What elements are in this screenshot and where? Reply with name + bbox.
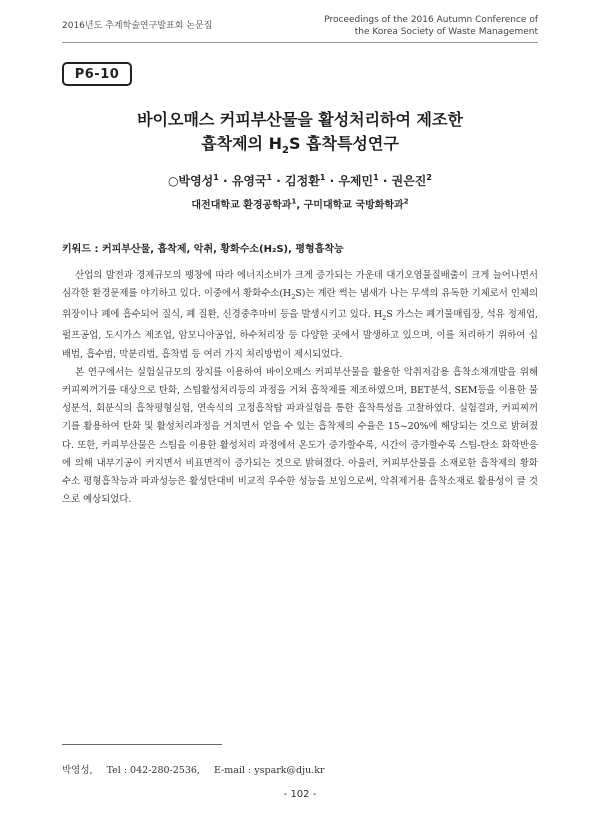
- footnote-email: E-mail : yspark@dju.kr: [213, 765, 325, 776]
- page-number: - 102 -: [283, 789, 317, 800]
- header-right-line1: Proceedings of the 2016 Autumn Conference of: [324, 15, 538, 25]
- author: 우제민$^1$: [338, 173, 379, 188]
- running-header-left: 2016년도 추계학술연구발표회 논문집: [62, 21, 213, 31]
- author: 권은진$^2$: [391, 173, 432, 188]
- paper-title: [62, 108, 538, 163]
- author-list: ○박영성$^1$ · 유영국$^1$ · 김정환$^1$ · 우제민$^1$ · 권은진$^2$: [168, 173, 432, 188]
- abstract-paragraph-2: 본 연구에서는 실험실규모의 장치를 이용하여 바이오매스 커피부산물을 활용한 악취저감용 흡착소재개발을 위해 커피찌꺼기를 대상으로 탄화, 스팀활성처리등의 과정을 거쳐 흡착제를 제조하였으며, BET분석, SEM등을 이용한 물성분석, 회분식의 흡착평형실험, 연속식의 고정흡착탑 파과실험을 통한 흡착특성을 고찰하였다. 실험결과, 커피찌꺼기를 활용하여 탄화 및 활성처리과정을 거치면서 얻을 수 있는 흡착제의 수율은 15~20%에 해당되는 것으로 밝혀졌다. 또한, 커피부산물은 스팀을 이용한 활성처리 과정에서 온도가 증가할수록, 시간이 증가할수록 스팀-탄소 화학반응에 의해 내부기공이 커지면서 비표면적이 증가되는 것으로 밝혀졌다. 아울러, 커피부산물을 소재로한 흡착제의 황화수소 평형흡착능과 파과성능은 활성탄대비 비교적 우수한 성능을 보임으로써, 악취제거용 흡착소재로 활용성이 클 것으로 예상되었다.: [62, 366, 538, 506]
- running-header-right: [324, 14, 538, 38]
- affiliations: 대전대학교 환경공학과$^1$, 구미대학교 국방화학과$^2$: [191, 197, 409, 211]
- abstract-paragraph-1: 산업의 발전과 경제규모의 팽창에 따라 에너지소비가 크게 증가되는 가운데 대기오염물질배출이 크게 늘어나면서 심각한 환경문제를 야기하고 있다. 이중에서 황화수소$(H_2S)$는 계란 썩는 냄새가 나는 무색의 유독한 기체로서 인체의 위장이나 폐에 흡수되어 질식, 폐 질환, 신경중추마비 등을 발생시키고 있다. $H_2S$ 가스는 폐기물매립장, 석유 정제업, 펄프공업, 도시가스 제조업, 암모니아공업, 하수처리장 등 다양한 곳에서 발생하고 있으며, 이를 처리하기 위하여 십배법, 흡수법, 막분리법, 흡착법 등 여러 가지 처리방법이 제시되었다.: [62, 270, 539, 360]
- abstract-body: [62, 267, 538, 509]
- author: 유영국$^1$: [231, 173, 273, 188]
- header-right-line2: the Korea Society of Waste Management: [354, 27, 538, 37]
- paper-id-badge: P6-10: [62, 62, 132, 86]
- footnote-tel: Tel : 042-280-2536,: [106, 765, 200, 776]
- footnote-rule: [62, 744, 222, 745]
- footnote-name: 박영성,: [62, 765, 93, 776]
- author: 김정환$^1$: [285, 173, 326, 188]
- author: ○박영성$^1$: [168, 173, 219, 188]
- header-rule: [62, 42, 538, 43]
- title-line1: 바이오매스 커피부산물을 활성처리하여 제조한: [137, 110, 463, 129]
- corresponding-author-footnote: [62, 762, 339, 776]
- keywords: 키워드 : 커피부산물, 흡착제, 악취, 황화수소(H₂S), 평형흡착능: [62, 244, 344, 255]
- title-line2: 흡착제의 $H_2S$ 흡착특성연구: [201, 134, 399, 157]
